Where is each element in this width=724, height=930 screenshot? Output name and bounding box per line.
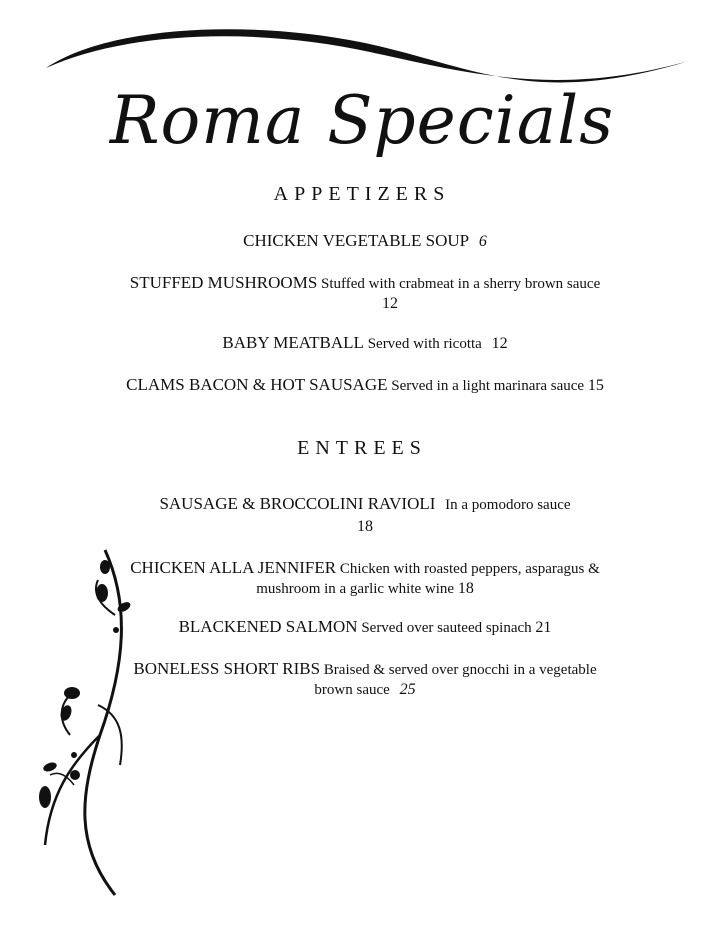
item-price: 21 (535, 619, 552, 636)
item-name: STUFFED MUSHROOMS (129, 273, 318, 292)
item-name: CLAMS BACON & HOT SAUSAGE (126, 375, 388, 394)
item-description: Served over sauteed spinach (361, 620, 532, 636)
item-name: BLACKENED SALMON (178, 617, 358, 636)
menu-item (120, 333, 610, 354)
item-price: 18 (357, 518, 373, 535)
item-description: Stuffed with crabmeat in a sherry brown sauce (321, 276, 601, 292)
item-price: 18 (457, 580, 474, 597)
menu-item (110, 493, 620, 538)
item-price: 25 (399, 681, 416, 698)
menu-item (120, 659, 610, 700)
menu-item (120, 617, 610, 638)
item-name: BONELESS SHORT RIBS (133, 659, 321, 678)
appetizers-heading: APPETIZERS (273, 183, 451, 205)
item-name: CHICKEN ALLA JENNIFER (130, 558, 337, 577)
item-name: SAUSAGE & BROCCOLINI RAVIOLI (159, 494, 436, 513)
entrees-heading: ENTREES (297, 437, 427, 459)
item-price: 15 (587, 377, 604, 394)
item-description: Braised & served over gnocchi in a vegetable brown sauce (314, 662, 597, 698)
item-description: Served in a light marinara sauce (391, 378, 585, 394)
menu-title: Roma Specials (109, 82, 615, 159)
item-description: In a pomodoro sauce (445, 497, 571, 513)
floral-vine-ornament (30, 545, 140, 905)
menu-item (120, 375, 610, 396)
item-price: 12 (491, 335, 508, 352)
item-description: Chicken with roasted peppers, asparagus & mushroom in a garlic white wine (256, 561, 600, 597)
menu-item (120, 558, 610, 599)
menu-item (120, 273, 610, 314)
item-price: 12 (382, 295, 398, 312)
item-name: BABY MEATBALL (222, 333, 364, 352)
menu-item (120, 231, 610, 252)
item-name: CHICKEN VEGETABLE SOUP (243, 231, 470, 250)
item-description: Served with ricotta (367, 336, 482, 352)
item-price: 6 (478, 233, 487, 250)
